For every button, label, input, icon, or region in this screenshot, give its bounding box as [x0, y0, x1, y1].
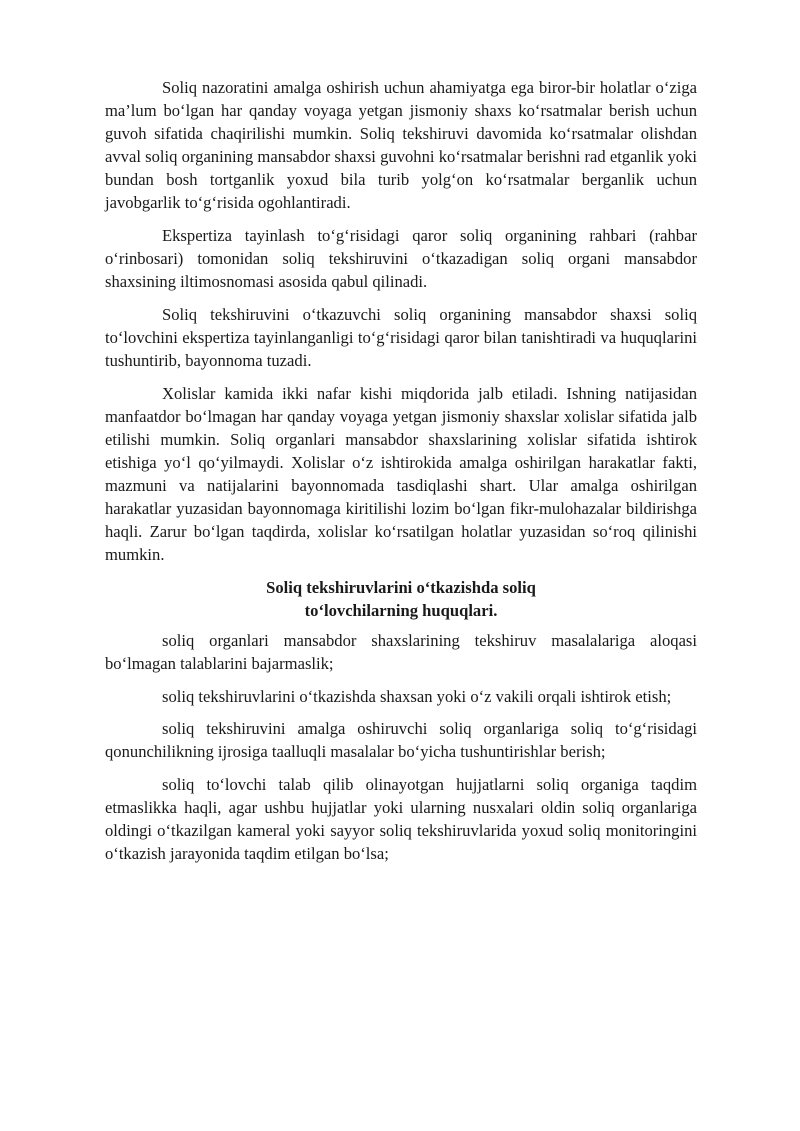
right-item-1: soliq organlari mansabdor shaxslarining tekshiruv masalalariga aloqasi bo‘lmagan talablarini bajarmaslik;	[105, 631, 697, 674]
section-heading	[105, 576, 697, 622]
section-heading-line-1: Soliq tekshiruvlarini o‘tkazishda soliq	[266, 577, 536, 597]
paragraph-expertise-familiarization: Soliq tekshiruvini o‘tkazuvchi soliq organining mansabdor shaxsi soliq to‘lovchini ekspertiza tayinlanganligi to‘g‘risidagi qaror bilan tanishtiradi va huquqlarini tushuntirib, bayonnoma tuzadi.	[105, 304, 697, 371]
section-heading-line-2: to‘lovchilarning huquqlari.	[304, 600, 498, 620]
paragraph-expertise-decision: Ekspertiza tayinlash to‘g‘risidagi qaror soliq organining rahbari (rahbar o‘rinbosari) tomonidan soliq tekshiruvini o‘tkazadigan soliq organi mansabdor shaxsining iltimosnomasi asosida qabul qilinadi.	[105, 226, 697, 292]
paragraph-witnesses: Xolislar kamida ikki nafar kishi miqdorida jalb etiladi. Ishning natijasidan manfaatdor bo‘lmagan har qanday voyaga yetgan jismoniy shaxslar xolislar sifatida jalb etilishi mumkin. Soliq organlari mansabdor shaxslarining xolislar sifatida ishtirok etishiga yo‘l qo‘yilmaydi. Xolislar o‘z ishtirokida amalga oshirilgan harakatlar fakti, mazmuni va natijalarini bayonnomada tasdiqlashi shart. Ular amalga oshirilgan harakatlar yuzasidan bayonnomaga kiritilishi lozim bo‘lgan fikr-mulohazalar bildirishga haqli. Zarur bo‘lgan taqdirda, xolislar ko‘rsatilgan holatlar yuzasidan so‘roq qilinishi mumkin.	[105, 383, 697, 565]
document-page	[105, 76, 697, 875]
paragraph-witness: Soliq nazoratini amalga oshirish uchun ahamiyatga ega biror-bir holatlar o‘ziga ma’lum bo‘lgan har qanday voyaga yetgan jismoniy shaxs ko‘rsatmalar berish uchun guvoh sifatida chaqirilishi mumkin. Soliq tekshiruvi davomida ko‘rsatmalar olishdan avval soliq organining mansabdor shaxsi guvohni ko‘rsatmalar berishni rad etganlik yoki bundan bosh tortganlik yoxud bila turib yolg‘on ko‘rsatmalar berganlik uchun javobgarlik to‘g‘risida ogohlantiradi.	[105, 78, 697, 213]
right-item-2: soliq tekshiruvlarini o‘tkazishda shaxsan yoki o‘z vakili orqali ishtirok etish;	[162, 686, 672, 706]
right-item-3: soliq tekshiruvini amalga oshiruvchi soliq organlariga soliq to‘g‘risidagi qonunchilikning ijrosiga taalluqli masalalar bo‘yicha tushuntirishlar berish;	[105, 719, 697, 762]
right-item-4: soliq to‘lovchi talab qilib olinayotgan hujjatlarni soliq organiga taqdim etmaslikka haqli, agar ushbu hujjatlar yoki ularning nusxalari oldin soliq organlariga oldingi o‘tkazilgan kameral yoki sayyor soliq tekshiruvlarida yoxud soliq monitoringini o‘tkazish jarayonida taqdim etilgan bo‘lsa;	[105, 775, 697, 864]
